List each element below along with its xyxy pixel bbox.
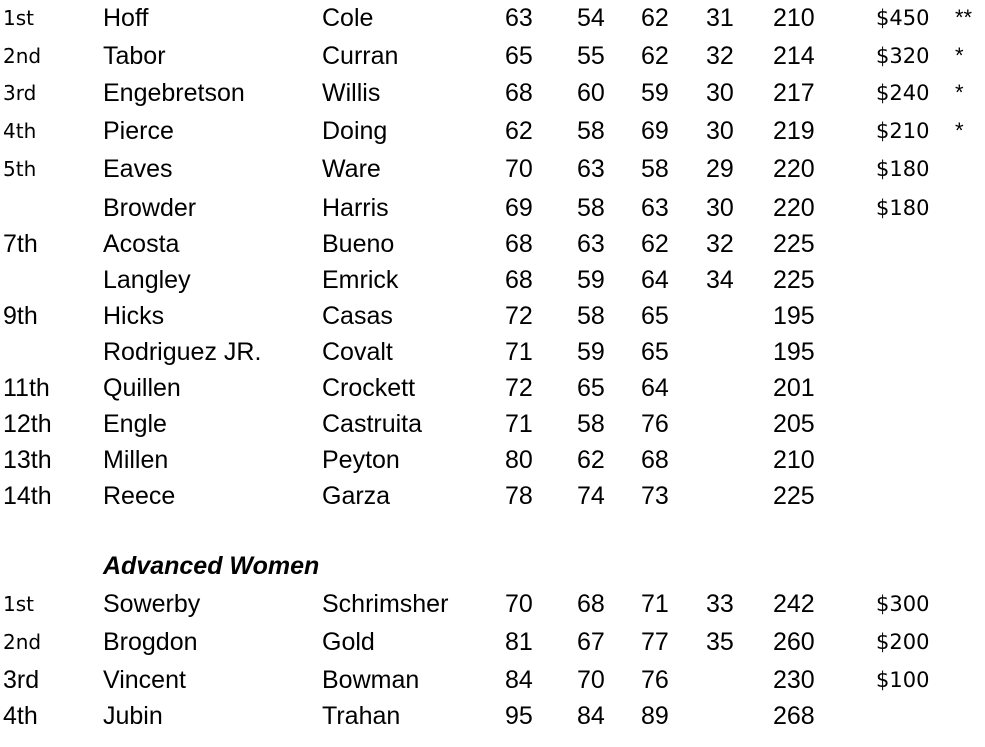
round-three-score: 58 bbox=[641, 155, 669, 183]
place-cell: 13th bbox=[3, 446, 52, 474]
player-one-cell: Reece bbox=[103, 482, 176, 510]
total-score: 205 bbox=[773, 410, 815, 438]
place-cell: 1st bbox=[3, 592, 34, 616]
round-four-score: 30 bbox=[706, 79, 734, 107]
round-one-score: 71 bbox=[505, 410, 533, 438]
player-one-cell: Millen bbox=[103, 446, 169, 474]
player-one-cell: Browder bbox=[103, 194, 197, 222]
round-three-score: 62 bbox=[641, 4, 669, 32]
round-three-score: 76 bbox=[641, 666, 669, 694]
total-score: 217 bbox=[773, 79, 815, 107]
table-row bbox=[0, 190, 985, 226]
round-four-score: 33 bbox=[706, 590, 734, 618]
player-two-cell: Schrimsher bbox=[322, 590, 449, 618]
round-two-score: 58 bbox=[577, 117, 605, 145]
round-four-score: 34 bbox=[706, 266, 734, 294]
table-row bbox=[0, 113, 985, 149]
place-cell: 3rd bbox=[3, 81, 37, 105]
round-three-score: 68 bbox=[641, 446, 669, 474]
player-two-cell: Castruita bbox=[322, 410, 423, 438]
player-two-cell: Gold bbox=[322, 628, 375, 656]
player-two-cell: Cole bbox=[322, 4, 374, 32]
place-cell: 1st bbox=[3, 6, 34, 30]
table-row bbox=[0, 298, 985, 334]
prize-amount: $240 bbox=[876, 81, 930, 105]
player-one-cell: Quillen bbox=[103, 374, 181, 402]
total-score: 220 bbox=[773, 194, 815, 222]
round-one-score: 68 bbox=[505, 266, 533, 294]
round-four-score: 32 bbox=[706, 42, 734, 70]
table-row bbox=[0, 75, 985, 111]
table-row bbox=[0, 151, 985, 187]
player-two-cell: Bueno bbox=[322, 230, 395, 258]
place-cell: 2nd bbox=[3, 44, 42, 68]
total-score: 210 bbox=[773, 446, 815, 474]
player-two-cell: Curran bbox=[322, 42, 399, 70]
round-two-score: 55 bbox=[577, 42, 605, 70]
player-one-cell: Hicks bbox=[103, 302, 165, 330]
round-two-score: 58 bbox=[577, 194, 605, 222]
player-two-cell: Ware bbox=[322, 155, 381, 183]
table-row bbox=[0, 662, 985, 698]
round-one-score: 63 bbox=[505, 4, 533, 32]
round-two-score: 58 bbox=[577, 410, 605, 438]
player-two-cell: Doing bbox=[322, 117, 388, 145]
table-row bbox=[0, 370, 985, 406]
prize-amount: $180 bbox=[876, 157, 930, 181]
place-cell: 7th bbox=[3, 230, 38, 258]
player-two-cell: Covalt bbox=[322, 338, 393, 366]
prize-amount: $450 bbox=[876, 6, 930, 30]
round-one-score: 68 bbox=[505, 230, 533, 258]
round-three-score: 77 bbox=[641, 628, 669, 656]
round-one-score: 72 bbox=[505, 374, 533, 402]
prize-amount: $300 bbox=[876, 592, 930, 616]
round-two-score: 74 bbox=[577, 482, 605, 510]
round-four-score: 31 bbox=[706, 4, 734, 32]
player-one-cell: Rodriguez JR. bbox=[103, 338, 262, 366]
total-score: 225 bbox=[773, 482, 815, 510]
place-cell: 9th bbox=[3, 302, 38, 330]
player-two-cell: Casas bbox=[322, 302, 393, 330]
place-cell: 4th bbox=[3, 119, 37, 143]
table-row bbox=[0, 334, 985, 370]
round-three-score: 62 bbox=[641, 230, 669, 258]
player-one-cell: Tabor bbox=[103, 42, 166, 70]
qualifier-mark: * bbox=[955, 80, 964, 105]
round-two-score: 59 bbox=[577, 266, 605, 294]
prize-amount: $100 bbox=[876, 668, 930, 692]
round-three-score: 65 bbox=[641, 338, 669, 366]
player-two-cell: Emrick bbox=[322, 266, 399, 294]
round-three-score: 64 bbox=[641, 374, 669, 402]
round-three-score: 64 bbox=[641, 266, 669, 294]
round-two-score: 68 bbox=[577, 590, 605, 618]
total-score: 225 bbox=[773, 266, 815, 294]
round-three-score: 76 bbox=[641, 410, 669, 438]
round-two-score: 62 bbox=[577, 446, 605, 474]
round-one-score: 81 bbox=[505, 628, 533, 656]
place-cell: 3rd bbox=[3, 666, 40, 694]
player-one-cell: Langley bbox=[103, 266, 191, 294]
round-three-score: 65 bbox=[641, 302, 669, 330]
table-row bbox=[0, 478, 985, 514]
qualifier-mark: * bbox=[955, 118, 964, 143]
table-row bbox=[0, 586, 985, 622]
total-score: 260 bbox=[773, 628, 815, 656]
player-one-cell: Engle bbox=[103, 410, 167, 438]
table-row bbox=[0, 226, 985, 262]
round-three-score: 71 bbox=[641, 590, 669, 618]
player-one-cell: Jubin bbox=[103, 702, 163, 730]
table-row bbox=[0, 442, 985, 478]
round-one-score: 62 bbox=[505, 117, 533, 145]
table-row bbox=[0, 406, 985, 442]
player-two-cell: Bowman bbox=[322, 666, 420, 694]
prize-amount: $320 bbox=[876, 44, 930, 68]
table-row bbox=[0, 38, 985, 74]
player-one-cell: Pierce bbox=[103, 117, 174, 145]
total-score: 225 bbox=[773, 230, 815, 258]
advanced-women-heading: Advanced Women bbox=[103, 552, 320, 580]
round-one-score: 70 bbox=[505, 590, 533, 618]
total-score: 214 bbox=[773, 42, 815, 70]
total-score: 220 bbox=[773, 155, 815, 183]
player-two-cell: Crockett bbox=[322, 374, 416, 402]
player-two-cell: Peyton bbox=[322, 446, 400, 474]
round-one-score: 68 bbox=[505, 79, 533, 107]
table-row bbox=[0, 262, 985, 298]
round-one-score: 95 bbox=[505, 702, 533, 730]
round-two-score: 63 bbox=[577, 155, 605, 183]
round-four-score: 35 bbox=[706, 628, 734, 656]
total-score: 242 bbox=[773, 590, 815, 618]
round-one-score: 78 bbox=[505, 482, 533, 510]
table-row bbox=[0, 698, 985, 734]
round-four-score: 29 bbox=[706, 155, 734, 183]
player-one-cell: Eaves bbox=[103, 155, 173, 183]
player-one-cell: Vincent bbox=[103, 666, 186, 694]
total-score: 230 bbox=[773, 666, 815, 694]
player-one-cell: Acosta bbox=[103, 230, 180, 258]
round-one-score: 65 bbox=[505, 42, 533, 70]
round-two-score: 60 bbox=[577, 79, 605, 107]
round-three-score: 69 bbox=[641, 117, 669, 145]
round-two-score: 70 bbox=[577, 666, 605, 694]
player-one-cell: Sowerby bbox=[103, 590, 201, 618]
round-two-score: 59 bbox=[577, 338, 605, 366]
player-two-cell: Trahan bbox=[322, 702, 401, 730]
qualifier-mark: * bbox=[955, 43, 964, 68]
player-one-cell: Engebretson bbox=[103, 79, 245, 107]
player-two-cell: Willis bbox=[322, 79, 381, 107]
round-one-score: 70 bbox=[505, 155, 533, 183]
place-cell: 2nd bbox=[3, 630, 42, 654]
place-cell: 4th bbox=[3, 702, 38, 730]
player-two-cell: Garza bbox=[322, 482, 391, 510]
round-three-score: 63 bbox=[641, 194, 669, 222]
round-two-score: 67 bbox=[577, 628, 605, 656]
round-four-score: 32 bbox=[706, 230, 734, 258]
round-two-score: 63 bbox=[577, 230, 605, 258]
place-cell: 11th bbox=[3, 374, 50, 402]
round-four-score: 30 bbox=[706, 194, 734, 222]
prize-amount: $210 bbox=[876, 119, 930, 143]
round-one-score: 69 bbox=[505, 194, 533, 222]
place-cell: 5th bbox=[3, 157, 37, 181]
player-two-cell: Harris bbox=[322, 194, 389, 222]
qualifier-mark: ** bbox=[955, 5, 973, 30]
total-score: 268 bbox=[773, 702, 815, 730]
total-score: 195 bbox=[773, 338, 815, 366]
round-one-score: 71 bbox=[505, 338, 533, 366]
round-one-score: 80 bbox=[505, 446, 533, 474]
round-three-score: 73 bbox=[641, 482, 669, 510]
round-three-score: 62 bbox=[641, 42, 669, 70]
player-one-cell: Hoff bbox=[103, 4, 149, 32]
total-score: 219 bbox=[773, 117, 815, 145]
round-two-score: 58 bbox=[577, 302, 605, 330]
round-two-score: 84 bbox=[577, 702, 605, 730]
table-row bbox=[0, 624, 985, 660]
total-score: 210 bbox=[773, 4, 815, 32]
round-one-score: 84 bbox=[505, 666, 533, 694]
table-row bbox=[0, 0, 985, 36]
round-three-score: 59 bbox=[641, 79, 669, 107]
prize-amount: $180 bbox=[876, 196, 930, 220]
total-score: 201 bbox=[773, 374, 815, 402]
round-two-score: 65 bbox=[577, 374, 605, 402]
place-cell: 14th bbox=[3, 482, 52, 510]
player-one-cell: Brogdon bbox=[103, 628, 198, 656]
total-score: 195 bbox=[773, 302, 815, 330]
round-one-score: 72 bbox=[505, 302, 533, 330]
prize-amount: $200 bbox=[876, 630, 930, 654]
round-three-score: 89 bbox=[641, 702, 669, 730]
place-cell: 12th bbox=[3, 410, 52, 438]
round-four-score: 30 bbox=[706, 117, 734, 145]
round-two-score: 54 bbox=[577, 4, 605, 32]
